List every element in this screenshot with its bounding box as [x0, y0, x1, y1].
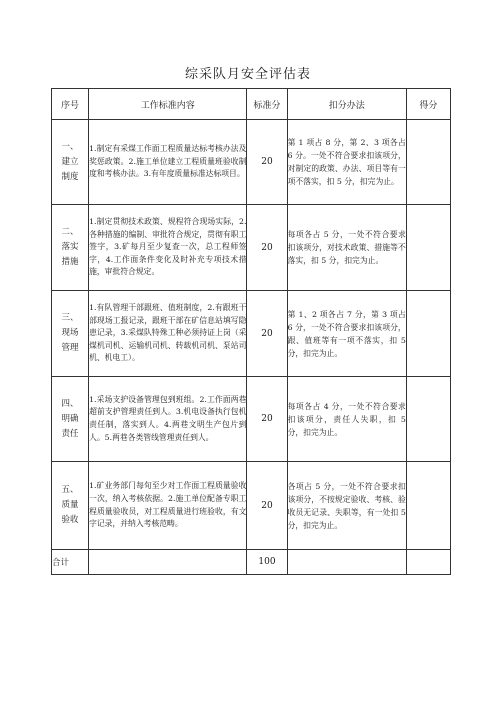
- row-method: 第 1 项占 8 分，第 2、3 项各占 6 分。一处不符合要求扣该项分，对制定的政策、办法、项目等有一项不落实，扣 5 分，扣完为止。: [287, 120, 406, 205]
- header-no: 序号: [52, 89, 89, 120]
- row-got: [406, 291, 450, 377]
- row-score: 20: [247, 377, 287, 462]
- row-number: 三、 现场 管理: [52, 291, 89, 377]
- row-number: 五、 质量 验收: [52, 462, 89, 550]
- row-got: [406, 377, 450, 462]
- table-row: [52, 120, 451, 205]
- row-method: 每项各占 4 分，一处不符合要求扣该项分，责任人失职，扣 5 分，扣完为止。: [287, 377, 406, 462]
- row-score: 20: [247, 291, 287, 377]
- row-got: [406, 462, 450, 550]
- total-got: [406, 550, 450, 575]
- row-method: 第 1、2 项各占 7 分，第 3 项占 6 分，一处不符合要求扣该项分，跟、值班等有一项不落实，扣 5 分，扣完为止。: [287, 291, 406, 377]
- row-number: 一、 建立 制度: [52, 120, 89, 205]
- row-standard: 1.制定贯彻技术政策、规程符合现场实际，2.各种措施的编制、审批符合规定，贯彻有职工签字，3.矿每月至少复查一次，总工程师签字，4.工作面条件变化及时补充专项技术措施，审批符合规定。: [89, 205, 247, 291]
- header-method: 扣分办法: [287, 89, 406, 120]
- row-number: 四、 明确 责任: [52, 377, 89, 462]
- row-score: 20: [247, 205, 287, 291]
- row-score: 20: [247, 120, 287, 205]
- row-standard: 1.制定有采煤工作面工程质量达标考核办法及奖惩政策。2.施工单位建立工程质量班验收制度和考核办法。3.有年度质量标准达标项目。: [89, 120, 247, 205]
- table-row: [52, 205, 451, 291]
- row-method: 各项占 5 分，一处不符合要求扣该项分，不按规定验收、考核、验收员无记录、失职等，有一处扣 5 分，扣完为止。: [287, 462, 406, 550]
- table-row: [52, 291, 451, 377]
- row-method: 每项各占 5 分，一处不符合要求扣该项分，对技术政策、措施等不落实，扣 5 分，扣完为止。: [287, 205, 406, 291]
- page-title: 综采队月安全评估表: [184, 67, 311, 82]
- row-score: 20: [247, 462, 287, 550]
- row-standard: 1.矿业务部门每旬至少对工作面工程质量验收一次，纳入考核依据。2.施工单位配备专职工程质量验收员，对工程质量进行班验收，有文字记录，并纳入考核范畴。: [89, 462, 247, 550]
- table-row: [52, 377, 451, 462]
- header-score: 标准分: [247, 89, 287, 120]
- header-got: 得分: [406, 89, 450, 120]
- row-number: 二、 落实 措施: [52, 205, 89, 291]
- row-got: [406, 120, 450, 205]
- total-row: [52, 550, 451, 575]
- total-label: 合计: [52, 550, 89, 575]
- row-standard: 1.采场支护设备管理包到班组。2.工作面两巷超前支护管理责任到人。3.机电设备执行包机责任制，落实到人。4.两巷文明生产包片到人。5.两巷各类管线管理责任到人。: [89, 377, 247, 462]
- total-standard: [89, 550, 247, 575]
- total-method: [287, 550, 406, 575]
- header-standard: 工作标准内容: [89, 89, 247, 120]
- row-standard: 1.有队管理干部跟班、值班制度，2.有跟班干部现场工报记录，跟班干部在矿信息站填写隐患记录，3.采煤队特殊工种必须持证上岗（采煤机司机、运输机司机、转载机司机、泵站司机、机电工）。: [89, 291, 247, 377]
- table-row: [52, 462, 451, 550]
- row-got: [406, 205, 450, 291]
- evaluation-table: [51, 88, 451, 575]
- total-score: 100: [247, 550, 287, 575]
- table-header-row: [52, 89, 451, 120]
